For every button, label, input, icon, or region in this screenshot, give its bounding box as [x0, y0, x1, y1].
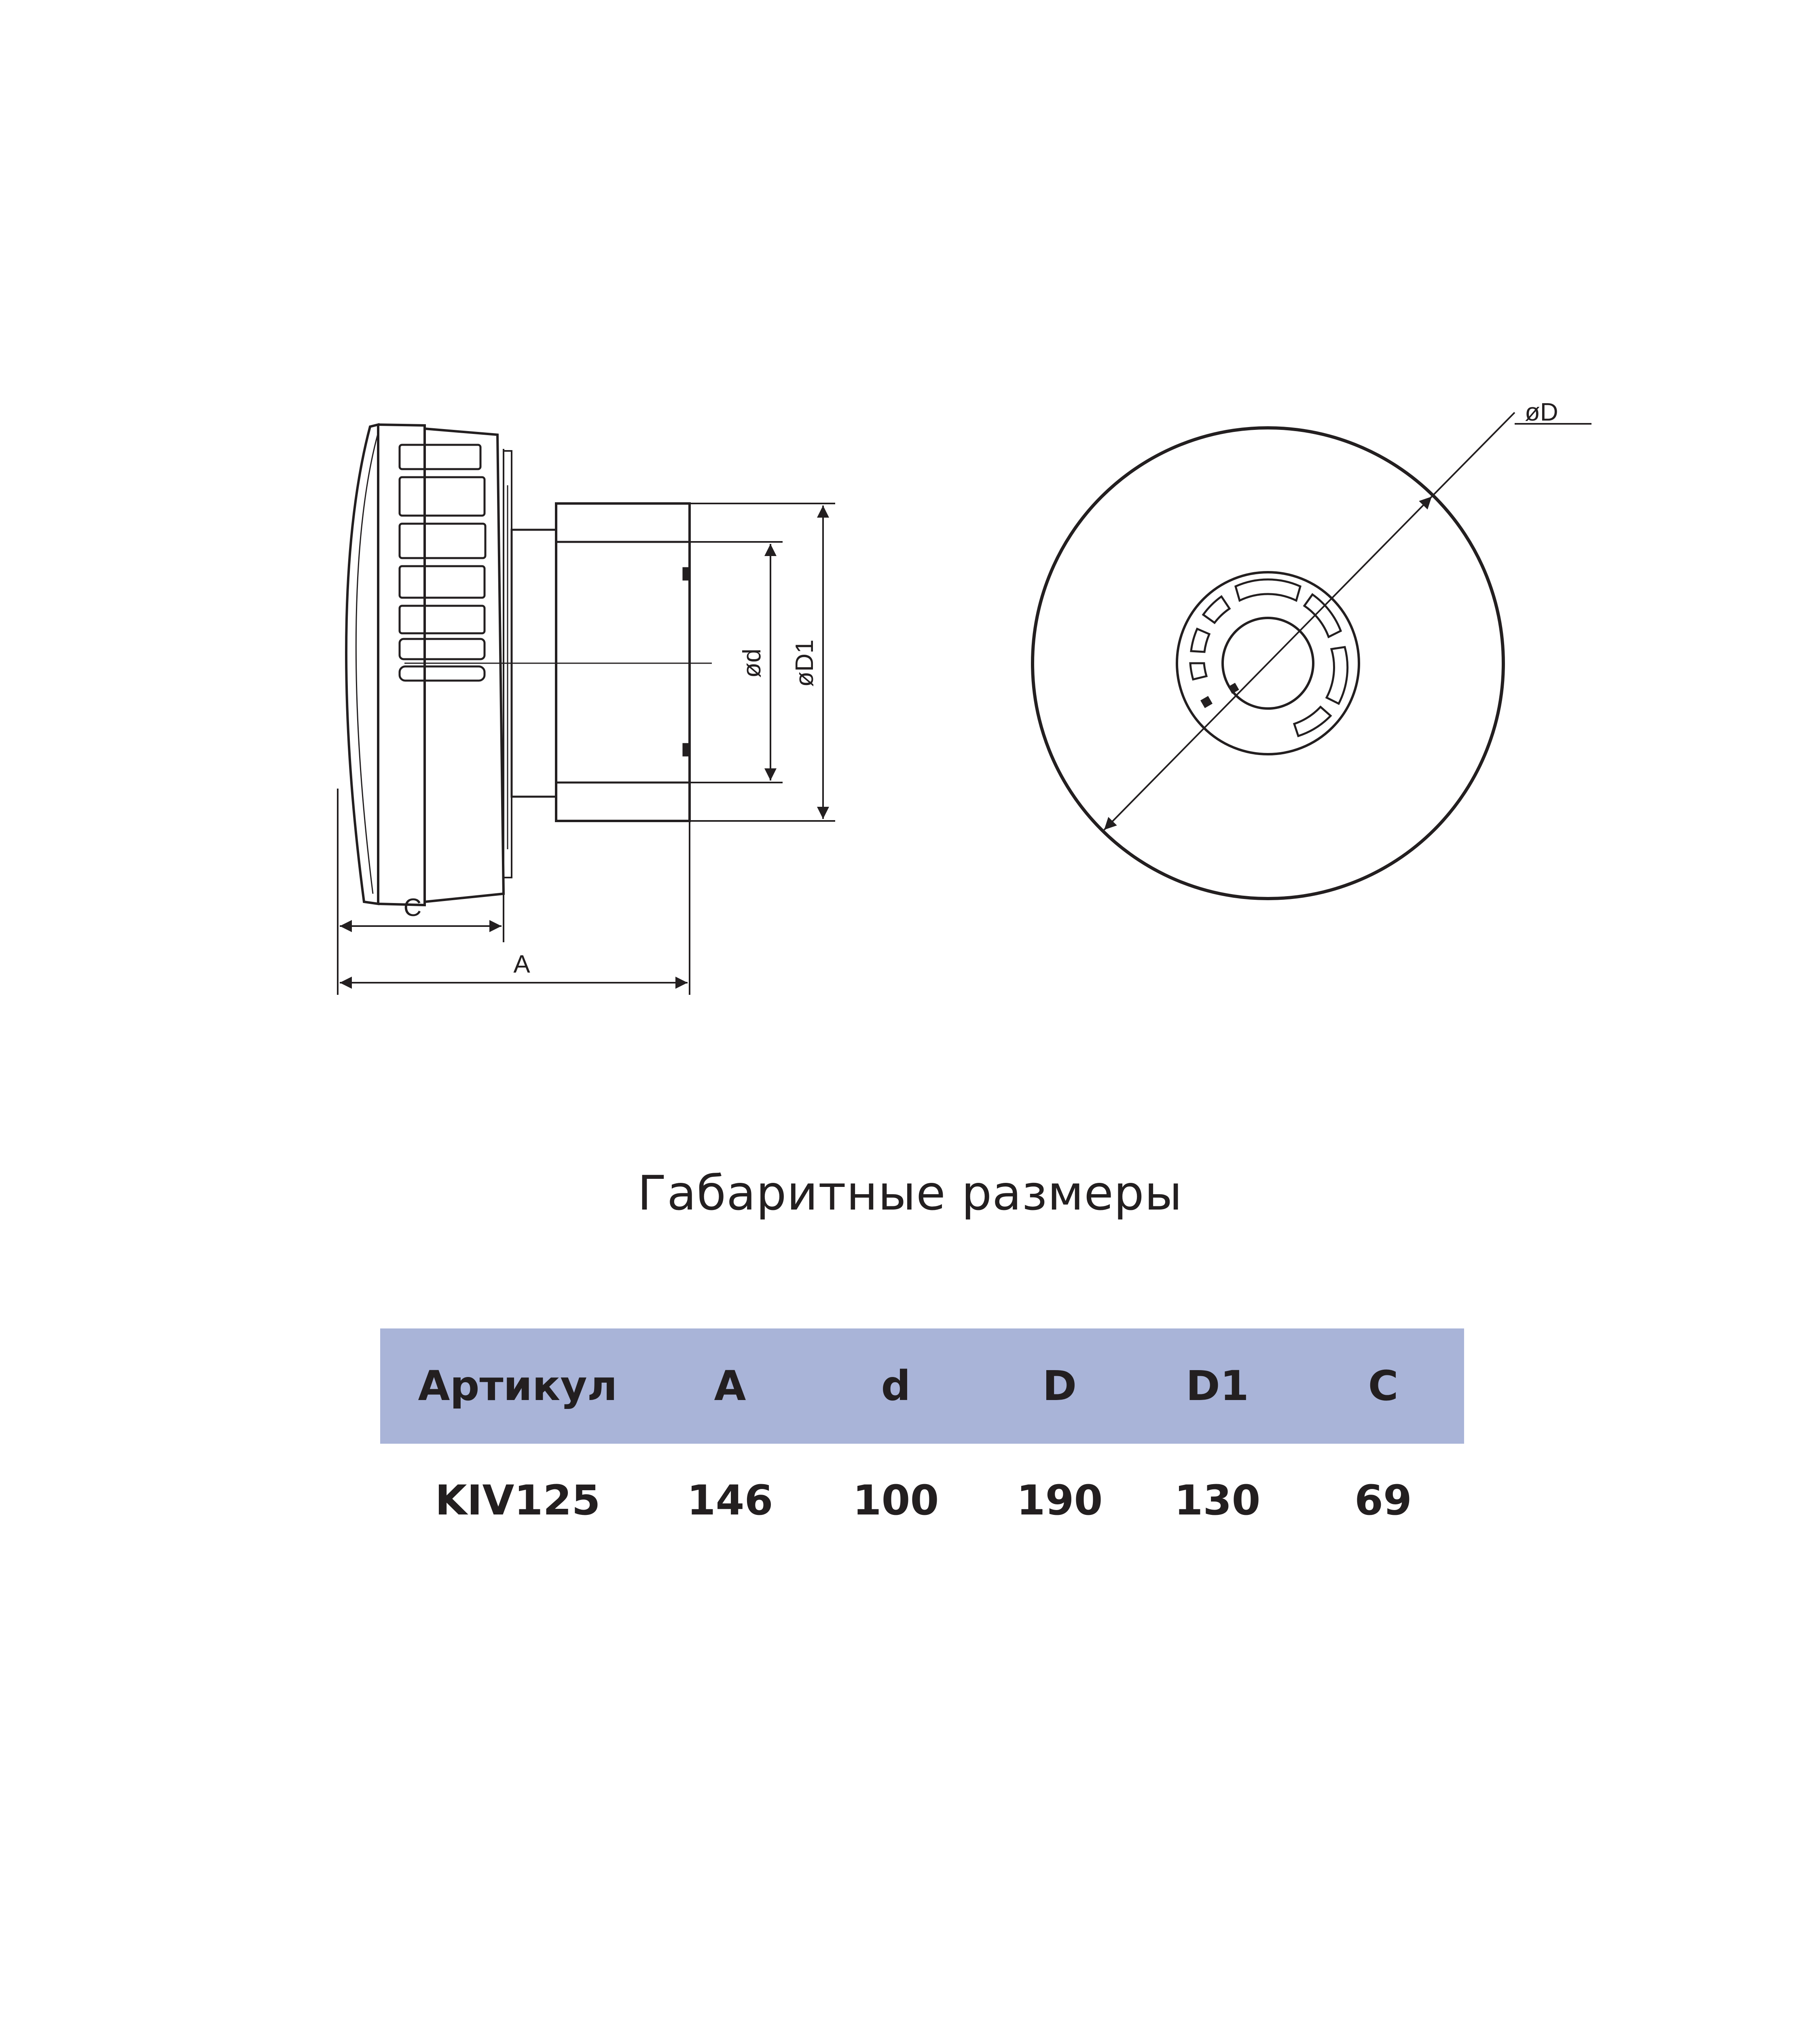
cell-c: 69 [1354, 1476, 1412, 1525]
label-d1: øD1 [791, 639, 819, 687]
side-view [346, 425, 712, 905]
front-view [1033, 412, 1591, 899]
duct-inner [556, 542, 690, 783]
dimensions-table [380, 1328, 1464, 1557]
housing-body [425, 429, 504, 902]
hub-slots [1190, 580, 1348, 736]
label-d-big: øD [1525, 398, 1558, 426]
table-row [380, 1444, 1464, 1557]
cell-article: KIV125 [435, 1476, 601, 1525]
page-title: Габаритные размеры [637, 1165, 1183, 1221]
header-c: C [1302, 1328, 1464, 1444]
label-c: C [403, 894, 422, 922]
cell-d-outer: 190 [1016, 1476, 1103, 1525]
cell-d: 100 [853, 1476, 939, 1525]
housing-slots [400, 445, 485, 681]
header-d1: D1 [1132, 1328, 1302, 1444]
label-d-small: ød [738, 648, 766, 678]
header-d: d [805, 1328, 987, 1444]
front-cap [346, 425, 378, 904]
cell-a: 146 [687, 1476, 773, 1525]
cell-d1: 130 [1174, 1476, 1261, 1525]
header-a: A [655, 1328, 805, 1444]
header-article: Артикул [380, 1328, 655, 1444]
header-d-outer: D [987, 1328, 1132, 1444]
table-header-row [380, 1328, 1464, 1444]
duct-outer [556, 503, 690, 821]
label-a: A [513, 950, 530, 978]
